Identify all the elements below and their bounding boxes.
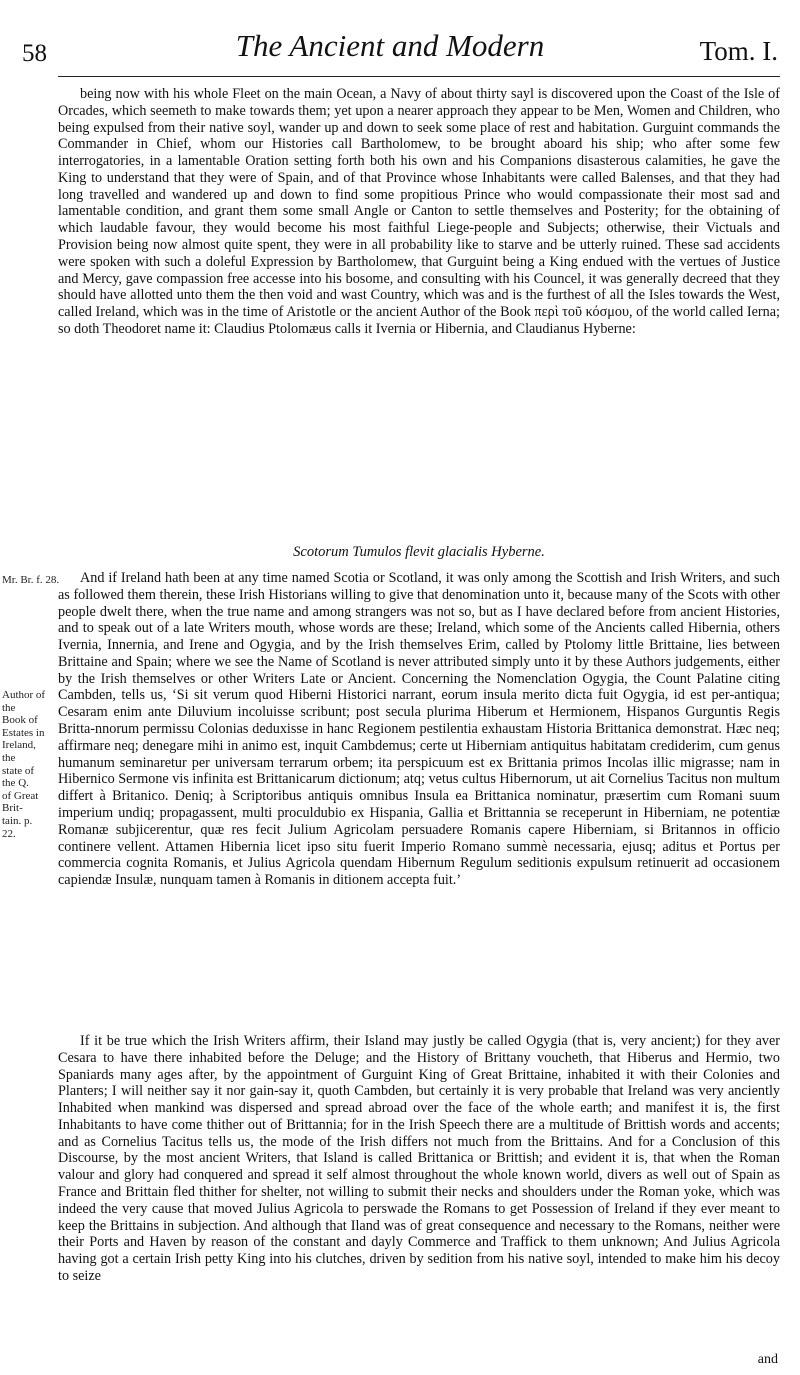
page-number: 58 (22, 40, 47, 67)
running-title: The Ancient and Modern (235, 28, 545, 63)
latin-verse-line: Scotorum Tumulos flevit glacialis Hyberne. (293, 544, 545, 560)
catchword: and (757, 1352, 778, 1367)
tome-label: Tom. I. (699, 36, 778, 66)
paragraph-bartholomew: being now with his whole Fleet on the main Ocean, a Navy of about thirty sayl is discovered upon the Coast of the Isle of Orcades, which seemeth to make towards them; yet upon a nearer approach they appear to be Men, Women and Children, who being expulsed from their native soyl, wander up and down to seek some place of rest and habitation. Gurguint commands the Commander in Chief, whom our Histories call Bartholomew, to be brought aboard his ship; who after some few interrogatories, in a lamentable Oration setting forth both his own and his Companions disasterous calamities, he gave the King to understand that they were of Spain, and of that Province whose Inhabitants were called Balenses, and that they had long travelled and wandered up and down to find some propitious Prince who would compassionate their most sad and lamentable condition, and grant them some small Angle or Canton to settle themselves and Posterity; for the obtaining of which laudable favour, they would become his most faithful Liege-people and Subjects; otherwise, their Victuals and Provision being now almost quite spent, they were in all probability like to starve and be utterly ruined. These sad accidents were spoken with such a doleful Expression by Bartholomew, that Gurguint being a King endued with the vertues of Justice and Mercy, gave compassion free accesse into his bosome, and consulting with his Councel, it was generally decreed that they should have allotted unto them the then void and wast Country, which was and is the furthest of all the Isles towards the West, called Ireland, which was in the time of Aristotle or the ancient Author of the Book περὶ τοῦ κόσμου, of the world called Ierna; so doth Theodoret name it: Claudius Ptolomæus calls it Ivernia or Hibernia, and Claudianus Hyberne: (58, 86, 780, 337)
margin-note-authors: Author of the Book of Estates in Ireland, the state of the Q. of Great Brit- tain. p. 22. (2, 689, 46, 840)
header-rule (58, 76, 780, 77)
margin-note-reference: Mr. Br. f. 28. (2, 574, 60, 586)
paragraph-scotia: And if Ireland hath been at any time named Scotia or Scotland, it was only among the Scottish and Irish Writers, and such as followed them therein, these Irish Historians willing to give that denomination unto it, because many of the Scots with other people dwelt there, when the true name and among strangers was not so, but as I have declared before from ancient Histories, and to speak out of a late Writers mouth, whose words are these; Ireland, which some of the Ancients called Hibernia, others Ivernia, Innernia, and Irene and Ogygia, and by the Irish themselves Erim, called by Ptolomy little Brittaine, lies between Brittaine and Spain; where we see the Name of Scotland is never attributed simply unto it by these Authors judgements, either by the Irish themselves or other Writers Late or Ancient. Concerning the Nomenclation Ogygia, the Count Palatine citing Cambden, tells us, ‘Si sit verum quod Hiberni Historici narrant, eorum insula merito dicta fuit Ogygia, id est per‑antiqua; Cesaram enim ante Diluvium incoluisse scribunt; post secula plurima Hiberum et Hermionem, Hispanos Gurguntis Regis Britta‑nnorum permissu Colonias deduxisse in hanc Regionem pestilentia exhaustam Historia Brittanica demonstrat. Hæc neq; affirmare neq; denegare mihi in animo est, inquit Cambdemus; certe ut Hiberniam antiquitus habitatam crediderim, cum genus humanum seminaretur per universam terrarum orbem; ita perspicuum est ex Brittania primos Incolas illic migrasse; nam in Hibernico Sermone vis infinita est Brittanicarum dictionum; atq; vetus cultus Hibernorum, ut ait Cornelius Tacitus non multum differt à Britanico. Deniq; à Scriptoribus antiquis omnibus Insula ea Brittanica nominatur, præsertim cum Romani suum imperium undiq; propagassent, multi proculdubio ex Hispania, Gallia et Brittannia se receperunt in Hiberniam, ne potentiæ Romanæ subjicerentur, quæ res fecit Julium Agricolam persuadere Romanis capere Hiberniam, si Britannos in officio continere vellent. Attamen Hibernia licet ipso situ fuerit Imperio Romano summè necessaria, ejusq; aditus et Portus per commercia cognita Romanis, et Julius Agricola quendam Hibernum Regulum seditionis expulsum retinuerit ad occasionem capiendæ Insulæ, nunquam tamen à Romanis in ditionem accepta fuit.’ (58, 570, 780, 889)
paragraph-ogygia: If it be true which the Irish Writers affirm, their Island may justly be called Ogygia (that is, very ancient;) for they aver Cesara to have there inhabited before the Deluge; and the History of Brittany voucheth, that Hiberus and Hermio, two Spaniards many ages after, by the appointment of Gurguint King of Great Brittaine, inhabited it with their Colonies and Planters; I will neither say it nor gain-say it, quoth Cambden, but certainly it is very probable that Ireland was very anciently Inhabited when mankind was dispersed and spread abroad over the face of the whole earth; and manifest it is, the first Inhabitants to have come thither out of Brittannia; for in the Irish Speech there are a multitude of Brittish words and accents; and as Cornelius Tacitus tells us, the mode of the Irish differs not much from the Brittains. And for a Conclusion of this Discourse, by the most ancient Writers, that Island is called Brittanica or Brittish; and evident it is, that when the Roman valour and glory had conquered and spread it self almost throughout the whole known world, divers as well out of Spain as France and Brittain fled thither for shelter, not willing to submit their necks and shoulders under the Roman yoke, which was indeed the very cause that moved Julius Agricola to perswade the Romans to get Possession of Ireland if they ever meant to keep the Brittains in subjection. And although that Iland was of great consequence and necessary to the Romans, neither were their Ports and Haven by reason of the constant and dayly Commerce and Traffick to them unknown; And Julius Agricola having got a certain Irish petty King into his clutches, driven by sedition from his native soyl, intended to make him his decoy to seize (58, 1033, 780, 1284)
